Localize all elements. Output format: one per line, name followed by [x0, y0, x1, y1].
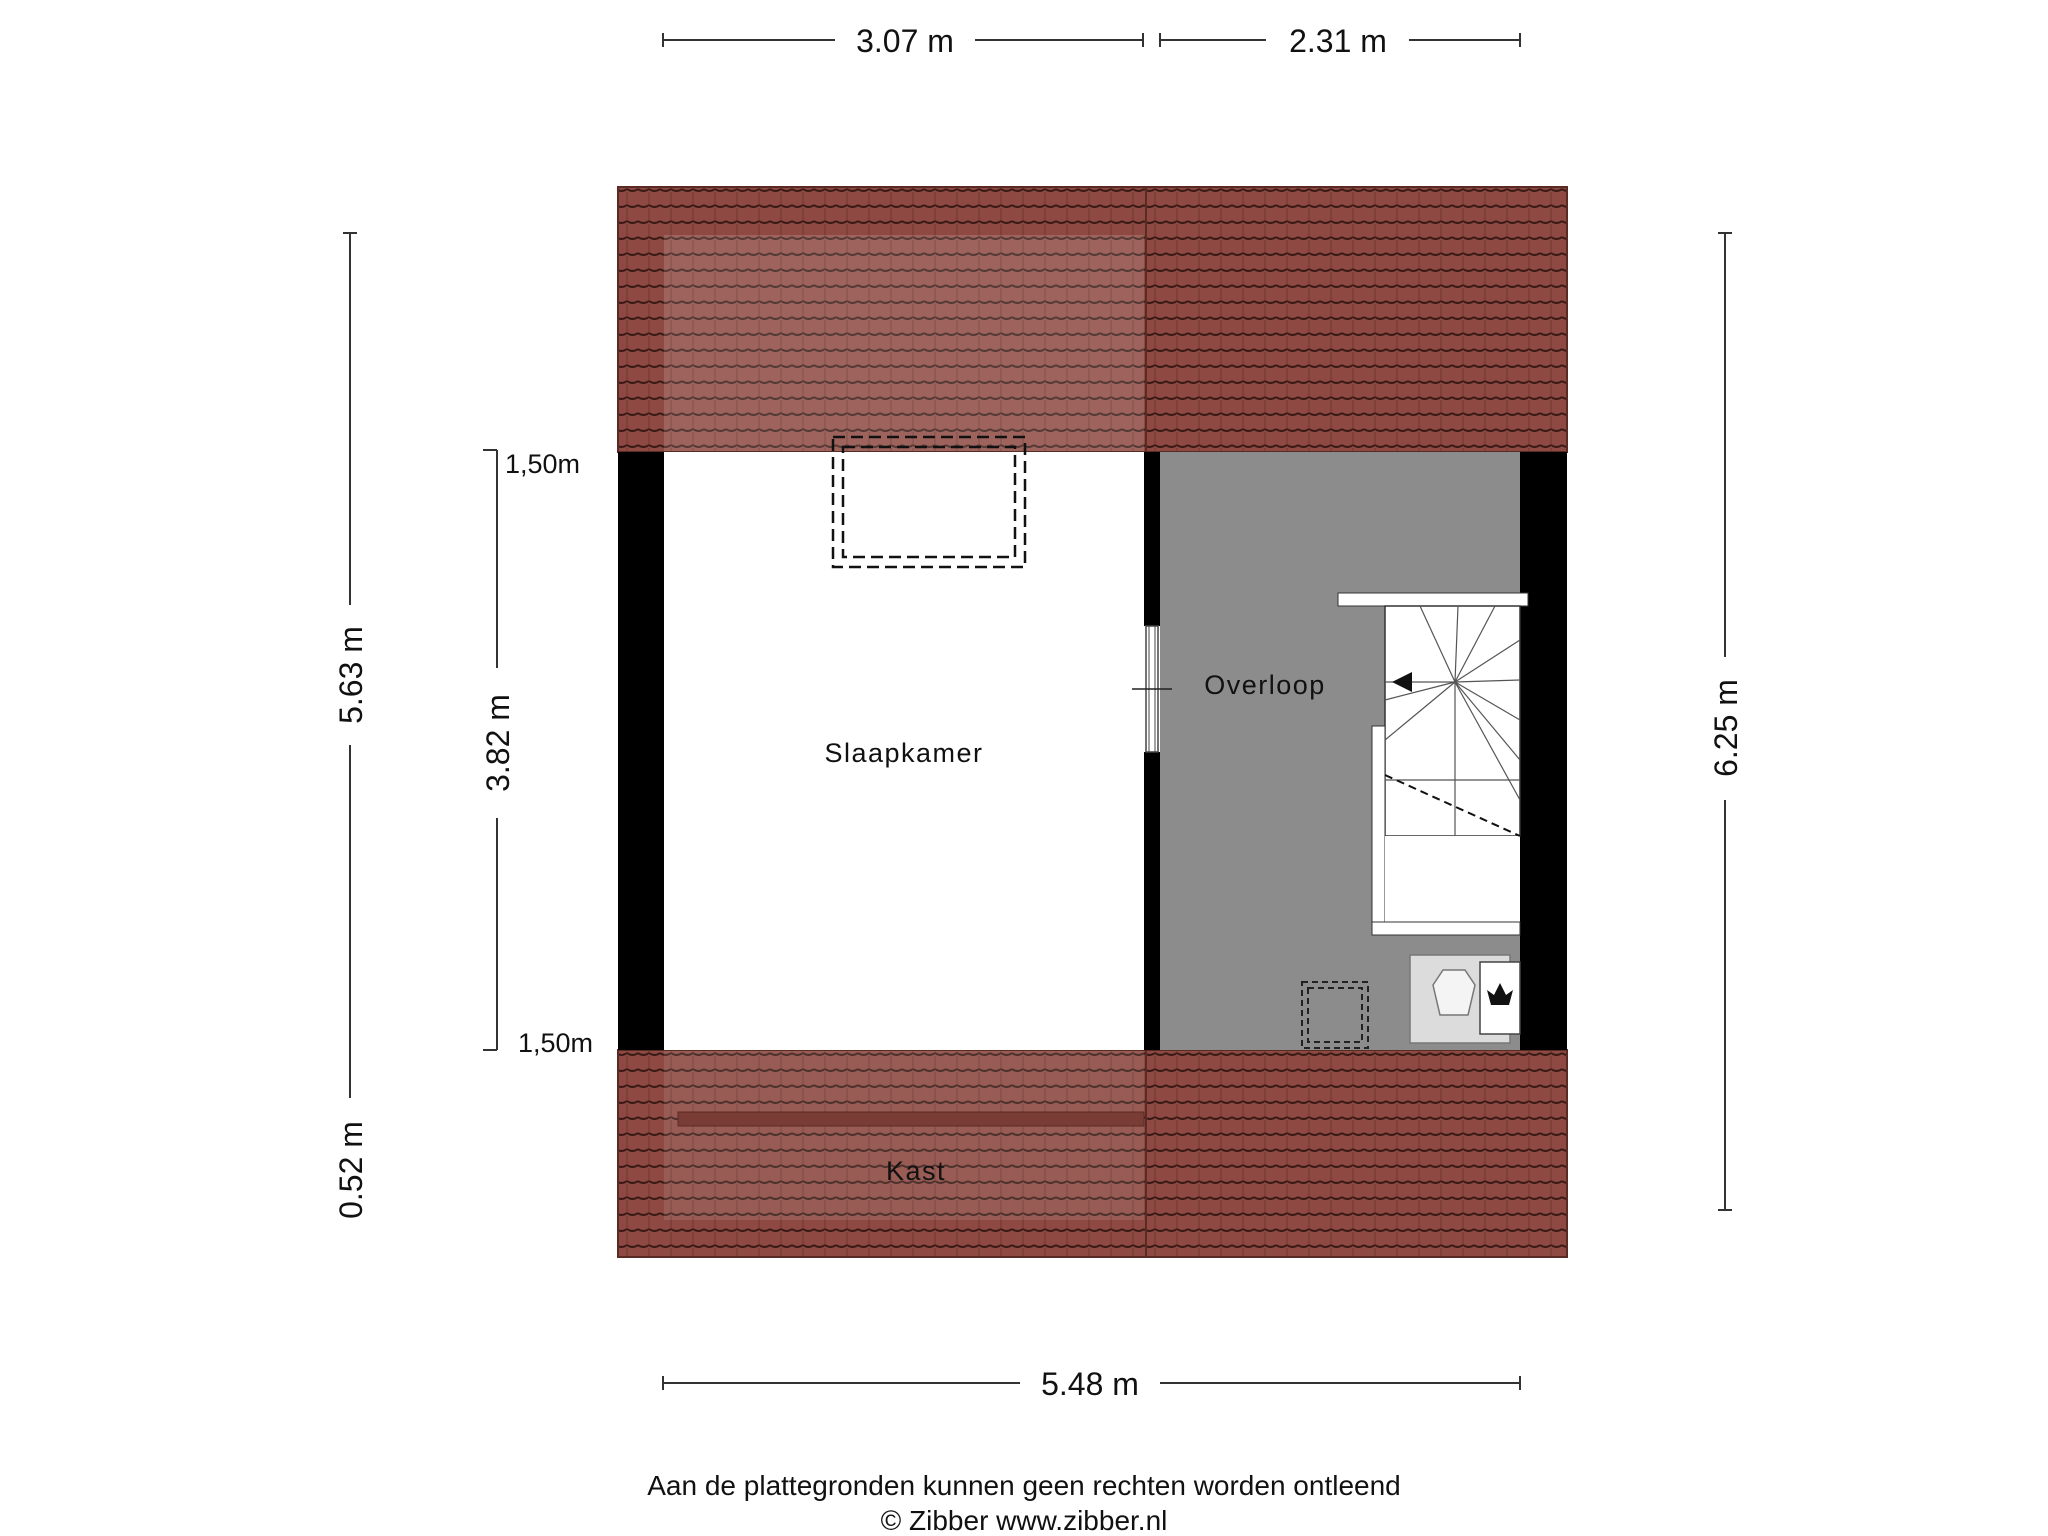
footer-disclaimer: Aan de plattegronden kunnen geen rechten worden ontleend — [647, 1470, 1401, 1501]
dimension-left-upper-label: 5.63 m — [333, 626, 369, 724]
dimension-inner-height-label: 3.82 m — [480, 694, 516, 792]
footer-copyright: © Zibber www.zibber.nl — [880, 1505, 1168, 1536]
room-label-landing: Overloop — [1204, 670, 1326, 700]
roof-bottom — [618, 1050, 1567, 1257]
dimension-top — [663, 33, 1520, 47]
dimension-bottom-label: 5.48 m — [1041, 1366, 1139, 1402]
dimension-left — [343, 233, 357, 1242]
dimension-top-right-label: 2.31 m — [1289, 23, 1387, 59]
room-label-closet: Kast — [885, 1156, 947, 1186]
room-label-bedroom: Slaapkamer — [824, 738, 984, 768]
boiler — [1410, 955, 1520, 1043]
closet-rail — [678, 1112, 1144, 1126]
dimension-right-label: 6.25 m — [1708, 679, 1744, 777]
dimension-left-lower-label: 0.52 m — [333, 1121, 369, 1219]
dimension-top-left-label: 3.07 m — [856, 23, 954, 59]
headroom-bottom-label: 1,50m — [518, 1028, 594, 1058]
headroom-top-label: 1,50m — [505, 449, 581, 479]
roof-top — [618, 187, 1567, 452]
